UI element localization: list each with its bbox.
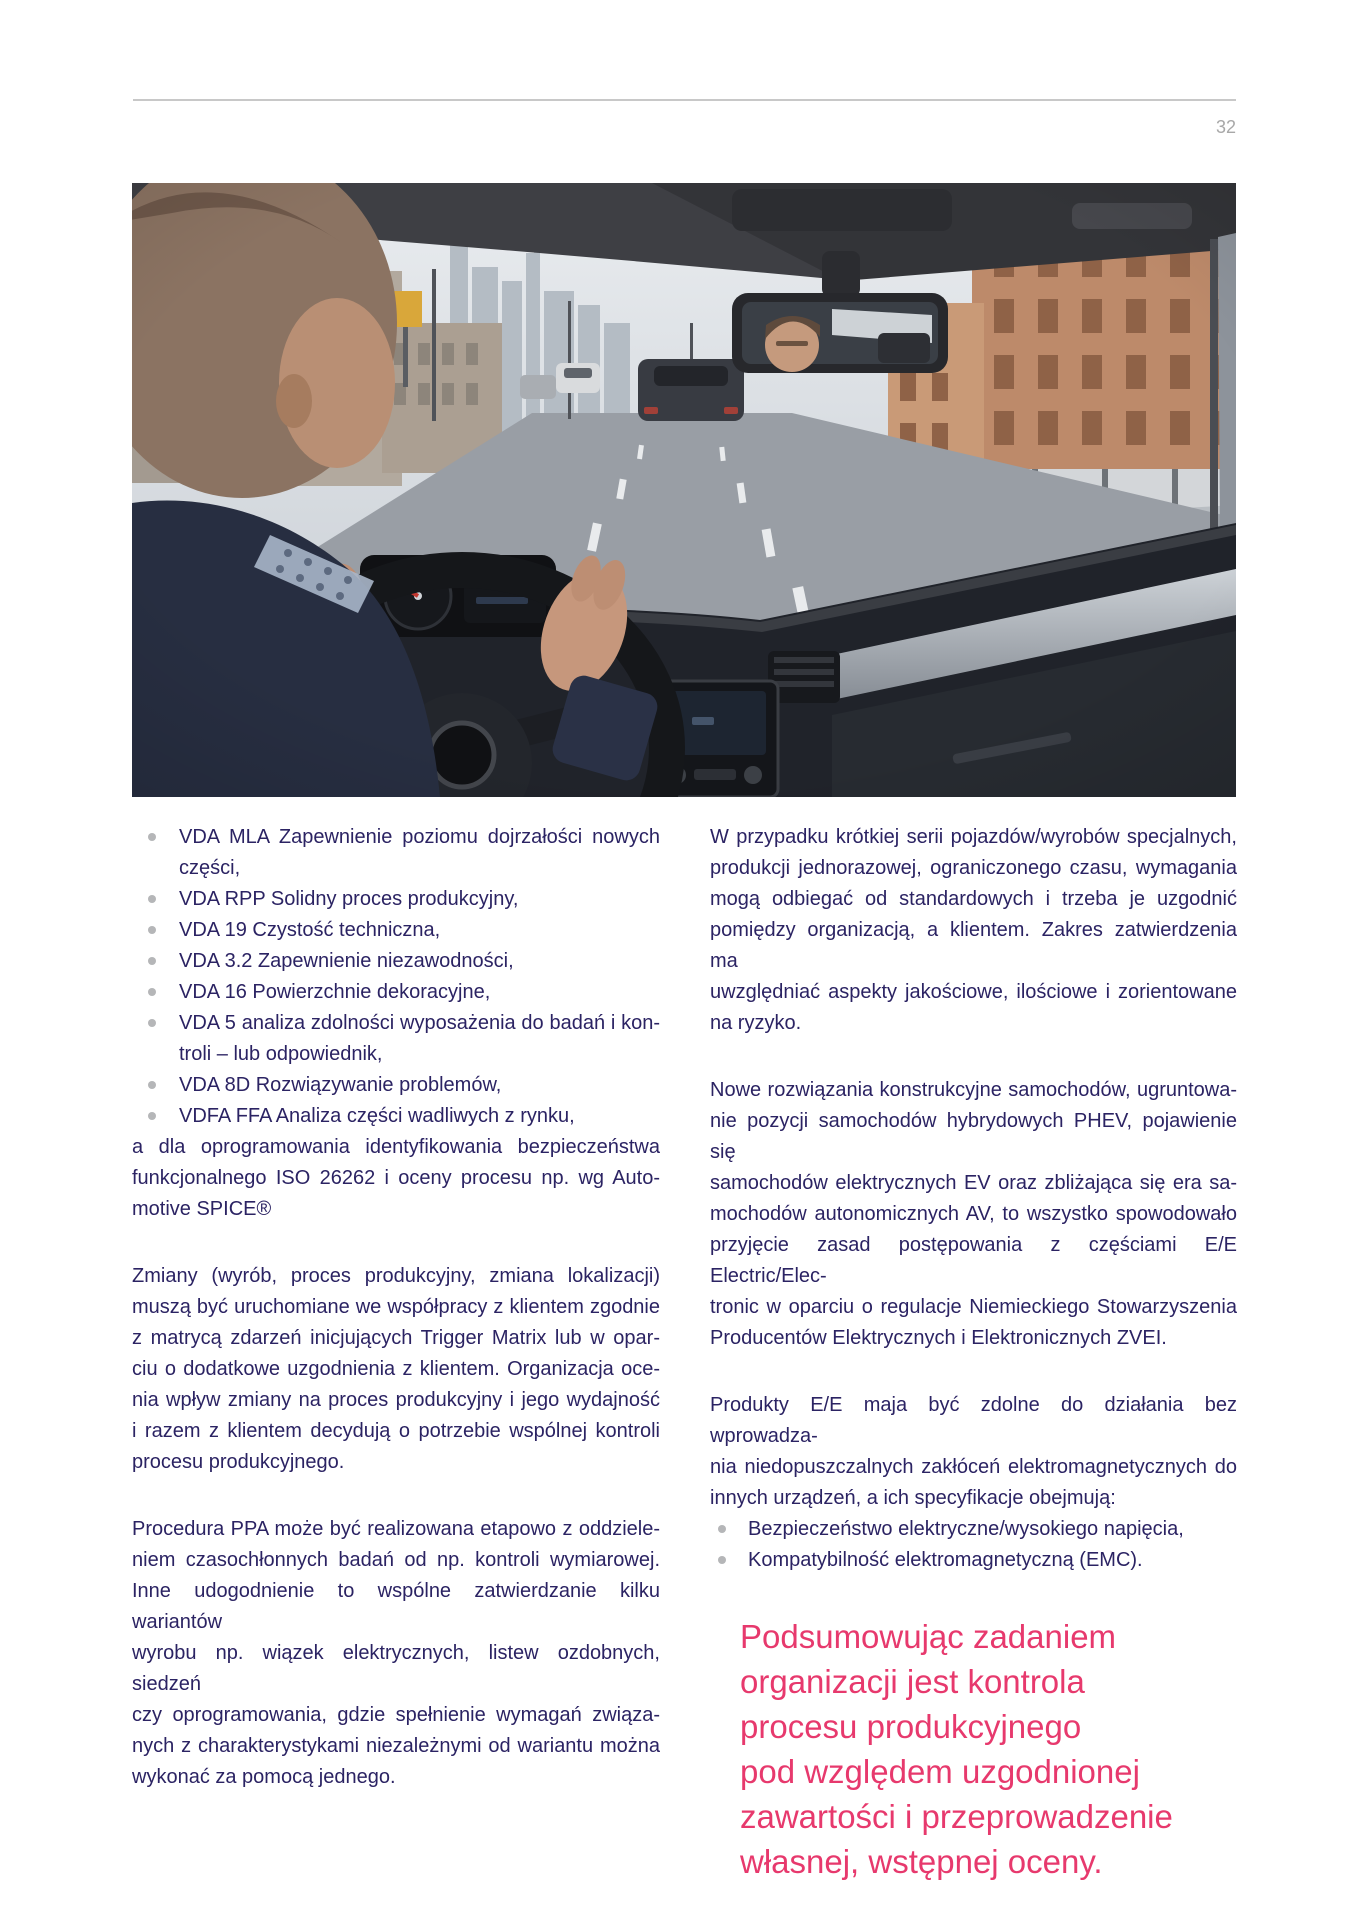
- text-line: procesu produkcyjnego.: [132, 1451, 345, 1473]
- text-line: produkcji jednorazowej, ograniczonego czasu, wymagania: [710, 857, 1237, 879]
- text-line: VDA MLA Zapewnienie poziomu dojrzałości nowych: [179, 826, 660, 848]
- bullet-item: [132, 915, 660, 946]
- text-line: części,: [179, 857, 241, 879]
- text-line: W przypadku krótkiej serii pojazdów/wyrobów specjalnych,: [710, 826, 1237, 848]
- text-line: VDA RPP Solidny proces produkcyjny,: [179, 888, 519, 910]
- text-line: nia niedopuszczalnych zakłóceń elektromagnetycznych do: [710, 1456, 1237, 1478]
- text-line: przyjęcie zasad postępowania z częściami E/E Electric/Elec-: [710, 1234, 1237, 1287]
- text-line: VDA 3.2 Zapewnienie niezawodności,: [179, 950, 514, 972]
- right-column: [710, 822, 1237, 1884]
- paragraph-krotka-seria: [710, 822, 1237, 1039]
- bullet-item: [132, 1101, 660, 1132]
- text-line: niem czasochłonnych badań od np. kontroli wymiarowej.: [132, 1549, 660, 1571]
- text-line: Nowe rozwiązania konstrukcyjne samochodów, ugruntowa-: [710, 1079, 1237, 1101]
- driving-photo-illustration: [132, 183, 1236, 797]
- driving-photo: [132, 183, 1236, 797]
- text-line: procesu produkcyjnego: [740, 1708, 1082, 1745]
- text-line: wykonać za pomocą jednego.: [132, 1766, 396, 1788]
- text-line: ciu o dodatkowe uzgodnienia z klientem. Organizacja oce-: [132, 1358, 660, 1380]
- text-line: czy oprogramowania, gdzie spełnienie wymagań związa-: [132, 1704, 660, 1726]
- paragraph-produkty-ee: [710, 1390, 1237, 1514]
- bullet-dot-icon: [148, 833, 156, 841]
- ee-bullet-list: [710, 1514, 1237, 1576]
- paragraph-nowe-rozwiazania: [710, 1075, 1237, 1354]
- bullet-item: [132, 1008, 660, 1070]
- text-line: a dla oprogramowania identyfikowania bezpieczeństwa: [132, 1136, 660, 1158]
- text-line: nia wpływ zmiany na proces produkcyjny i jego wydajność: [132, 1389, 660, 1411]
- text-line: VDA 19 Czystość techniczna,: [179, 919, 441, 941]
- text-line: na ryzyko.: [710, 1012, 802, 1034]
- text-line: mogą odbiegać od standardowych i trzeba je uzgodnić: [710, 888, 1237, 910]
- text-line: Inne udogodnienie to wspólne zatwierdzanie kilku wariantów: [132, 1580, 660, 1633]
- text-line: mochodów autonomicznych AV, to wszystko spowodowało: [710, 1203, 1237, 1225]
- bullet-dot-icon: [718, 1556, 726, 1564]
- bullet-item: [132, 946, 660, 977]
- text-line: zawartości i przeprowadzenie: [740, 1798, 1173, 1835]
- bullet-dot-icon: [148, 957, 156, 965]
- text-line: VDFA FFA Analiza części wadliwych z rynku,: [179, 1105, 575, 1127]
- text-line: funkcjonalnego ISO 26262 i oceny procesu np. wg Auto-: [132, 1167, 660, 1189]
- text-line: VDA 16 Powierzchnie dekoracyjne,: [179, 981, 491, 1003]
- text-line: organizacji jest kontrola: [740, 1663, 1085, 1700]
- paragraph-software: [132, 1132, 660, 1225]
- bullet-dot-icon: [148, 1112, 156, 1120]
- bullet-item: [132, 977, 660, 1008]
- text-line: uwzględniać aspekty jakościowe, ilościowe i zorientowane: [710, 981, 1237, 1003]
- text-line: Produkty E/E maja być zdolne do działania bez wprowadza-: [710, 1394, 1237, 1447]
- text-line: Bezpieczeństwo elektryczne/wysokiego napięcia,: [748, 1518, 1184, 1540]
- text-line: Zmiany (wyrób, proces produkcyjny, zmiana lokalizacji): [132, 1265, 660, 1287]
- bullet-dot-icon: [148, 988, 156, 996]
- text-line: muszą być uruchomiane we współpracy z klientem zgodnie: [132, 1296, 660, 1318]
- text-line: tronic w oparciu o regulacje Niemieckiego Stowarzyszenia: [710, 1296, 1237, 1318]
- bullet-dot-icon: [148, 895, 156, 903]
- paragraph-zmiany: [132, 1261, 660, 1478]
- bullet-item: [710, 1545, 1237, 1576]
- text-line: Podsumowując zadaniem: [740, 1618, 1117, 1655]
- bullet-item: [132, 1070, 660, 1101]
- text-line: z matrycą zdarzeń inicjujących Trigger Matrix lub w opar-: [132, 1327, 660, 1349]
- bullet-dot-icon: [718, 1525, 726, 1533]
- text-line: VDA 8D Rozwiązywanie problemów,: [179, 1074, 502, 1096]
- text-line: motive SPICE®: [132, 1198, 272, 1220]
- text-line: nie pozycji samochodów hybrydowych PHEV, pojawienie się: [710, 1110, 1237, 1163]
- text-line: VDA 5 analiza zdolności wyposażenia do badań i kon-: [179, 1012, 660, 1034]
- vda-bullet-list: [132, 822, 660, 1132]
- bullet-dot-icon: [148, 1019, 156, 1027]
- pull-quote: [710, 1614, 1237, 1884]
- paragraph-procedura-ppa: [132, 1514, 660, 1793]
- text-line: pod względem uzgodnionej: [740, 1753, 1140, 1790]
- bullet-dot-icon: [148, 926, 156, 934]
- text-line: własnej, wstępnej oceny.: [740, 1843, 1103, 1880]
- text-line: Procedura PPA może być realizowana etapowo z oddziele-: [132, 1518, 660, 1540]
- text-line: samochodów elektrycznych EV oraz zbliżająca się era sa-: [710, 1172, 1237, 1194]
- text-line: troli – lub odpowiednik,: [179, 1043, 383, 1065]
- left-column: [132, 822, 660, 1793]
- bullet-item: [132, 884, 660, 915]
- bullet-item: [710, 1514, 1237, 1545]
- text-line: wyrobu np. wiązek elektrycznych, listew ozdobnych, siedzeń: [132, 1642, 660, 1695]
- text-line: nych z charakterystykami niezależnymi od wariantu można: [132, 1735, 660, 1757]
- text-line: Kompatybilność elektromagnetyczną (EMC).: [748, 1549, 1143, 1571]
- text-line: i razem z klientem decydują o potrzebie wspólnej kontroli: [132, 1420, 660, 1442]
- text-line: innych urządzeń, a ich specyfikacje obejmują:: [710, 1487, 1116, 1509]
- bullet-item: [132, 822, 660, 884]
- text-line: Producentów Elektrycznych i Elektronicznych ZVEI.: [710, 1327, 1167, 1349]
- page-number: 32: [1215, 117, 1236, 137]
- header-rule: [133, 99, 1236, 101]
- text-line: pomiędzy organizacją, a klientem. Zakres zatwierdzenia ma: [710, 919, 1237, 972]
- bullet-dot-icon: [148, 1081, 156, 1089]
